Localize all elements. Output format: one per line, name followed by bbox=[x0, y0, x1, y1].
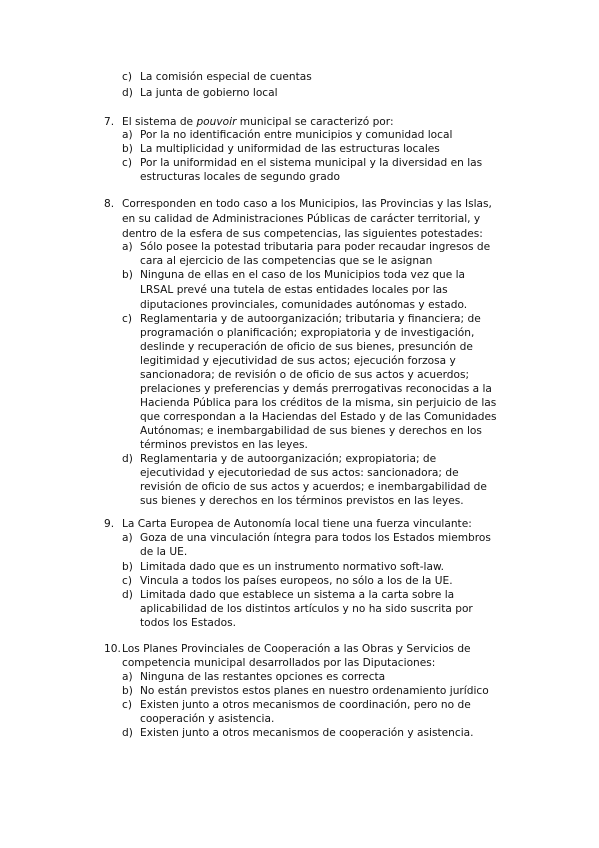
option-letter: c) bbox=[122, 157, 132, 169]
question-text: El sistema de pouvoir municipal se caracterizó por: bbox=[122, 116, 394, 128]
option-text: ejecutividad y ejecutoriedad de sus actos: sancionadora; de bbox=[140, 467, 459, 479]
option-text: La junta de gobierno local bbox=[140, 87, 278, 99]
option-text: LRSAL prevé una tutela de estas entidades locales por las bbox=[140, 284, 448, 296]
question-text: Los Planes Provinciales de Cooperación a las Obras y Servicios de bbox=[122, 643, 471, 655]
option-text: La multiplicidad y uniformidad de las estructuras locales bbox=[140, 143, 440, 155]
option-text: términos previstos en las leyes. bbox=[140, 439, 308, 451]
option-text: La comisión especial de cuentas bbox=[140, 71, 312, 83]
question-text: competencia municipal desarrollados por las Diputaciones: bbox=[122, 657, 436, 669]
option-letter: d) bbox=[122, 87, 133, 99]
option-text: Hacienda Pública para los créditos de la misma, sin perjuicio de las bbox=[140, 397, 497, 409]
option-letter: b) bbox=[122, 685, 133, 697]
option-text: prelaciones y preferencias y demás prerrogativas reconocidas a la bbox=[140, 383, 492, 395]
option-letter: a) bbox=[122, 532, 133, 544]
option-text: programación o planificación; expropiatoria y de investigación, bbox=[140, 327, 475, 339]
option-text: Reglamentaria y de autoorganización; tributaria y financiera; de bbox=[140, 313, 481, 325]
option-letter: d) bbox=[122, 727, 133, 739]
question-number: 7. bbox=[104, 116, 115, 128]
option-text: Vincula a todos los países europeos, no sólo a los de la UE. bbox=[140, 575, 453, 587]
option-letter: b) bbox=[122, 561, 133, 573]
option-text: estructuras locales de segundo grado bbox=[140, 171, 340, 183]
option-text: cara al ejercicio de las competencias que se le asignan bbox=[140, 255, 433, 267]
option-text: de la UE. bbox=[140, 546, 188, 558]
option-text: revisión de oficio de sus actos y acuerdos; e inembargabilidad de bbox=[140, 481, 487, 493]
option-text: Reglamentaria y de autoorganización; expropiatoria; de bbox=[140, 453, 437, 465]
option-text: Ninguna de ellas en el caso de los Municipios toda vez que la bbox=[140, 269, 466, 281]
option-letter: a) bbox=[122, 129, 133, 141]
option-letter: c) bbox=[122, 313, 132, 325]
option-text: que correspondan a la Haciendas del Estado y de las Comunidades bbox=[140, 411, 497, 423]
option-text: legitimidad y ejecutividad de sus actos; ejecución forzosa y bbox=[140, 355, 456, 367]
question-text: dentro de la esfera de sus competencias, las siguientes potestades: bbox=[122, 228, 483, 240]
option-text: aplicabilidad de los distintos artículos y no ha sido suscrita por bbox=[140, 603, 473, 615]
question-text: municipal se caracterizó por: bbox=[236, 116, 394, 128]
option-text: No están previstos estos planes en nuestro ordenamiento jurídico bbox=[140, 685, 489, 697]
option-text: deslinde y recuperación de oficio de sus bienes, presunción de bbox=[140, 341, 473, 353]
option-text: Sólo posee la potestad tributaria para poder recaudar ingresos de bbox=[140, 241, 491, 253]
option-text: Por la uniformidad en el sistema municipal y la diversidad en las bbox=[140, 157, 483, 169]
option-text: sus bienes y derechos en los términos previstos en las leyes. bbox=[140, 495, 464, 507]
option-letter: a) bbox=[122, 671, 133, 683]
question-text: El sistema de bbox=[122, 116, 197, 128]
question-number: 10. bbox=[104, 643, 121, 655]
question-number: 9. bbox=[104, 518, 115, 530]
question-number: 8. bbox=[104, 198, 115, 210]
option-text: Limitada dado que es un instrumento normativo soft-law. bbox=[140, 561, 445, 573]
question-text: en su calidad de Administraciones Públicas de carácter territorial, y bbox=[122, 213, 481, 225]
option-letter: d) bbox=[122, 453, 133, 465]
option-text: Goza de una vinculación íntegra para todos los Estados miembros bbox=[140, 532, 491, 544]
option-text: Existen junto a otros mecanismos de coordinación, pero no de bbox=[140, 699, 471, 711]
option-letter: a) bbox=[122, 241, 133, 253]
option-letter: c) bbox=[122, 699, 132, 711]
option-text: sancionadora; de revisión o de oficio de sus actos y acuerdos; bbox=[140, 369, 470, 381]
option-text: Limitada dado que establece un sistema a la carta sobre la bbox=[140, 589, 455, 601]
option-text: diputaciones provinciales, comunidades autónomas y estado. bbox=[140, 299, 468, 311]
option-letter: d) bbox=[122, 589, 133, 601]
option-letter: c) bbox=[122, 71, 132, 83]
option-text: todos los Estados. bbox=[140, 617, 236, 629]
option-text: Autónomas; e inembargabilidad de sus bienes y derechos en los bbox=[140, 425, 482, 437]
question-text: Corresponden en todo caso a los Municipios, las Provincias y las Islas, bbox=[122, 198, 492, 210]
option-letter: b) bbox=[122, 269, 133, 281]
question-text: La Carta Europea de Autonomía local tiene una fuerza vinculante: bbox=[122, 518, 472, 530]
option-text: Existen junto a otros mecanismos de cooperación y asistencia. bbox=[140, 727, 474, 739]
option-letter: b) bbox=[122, 143, 133, 155]
option-text: Ninguna de las restantes opciones es correcta bbox=[140, 671, 386, 683]
option-letter: c) bbox=[122, 575, 132, 587]
option-text: Por la no identificación entre municipios y comunidad local bbox=[140, 129, 453, 141]
option-text: cooperación y asistencia. bbox=[140, 713, 275, 725]
